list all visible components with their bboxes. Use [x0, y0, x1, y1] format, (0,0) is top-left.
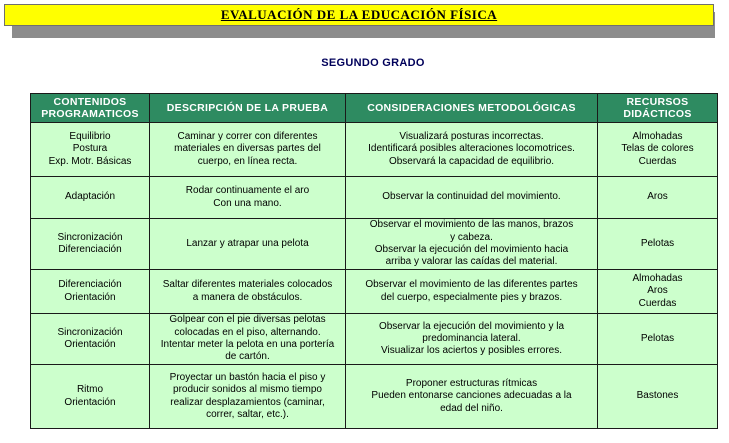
cell-line: Rodar continuamente el aro: [185, 185, 310, 197]
cell-line: Aros: [647, 285, 668, 297]
contenidos-cell: [31, 219, 150, 270]
grade-subtitle: SEGUNDO GRADO: [321, 57, 425, 69]
cell-lines: [349, 191, 594, 203]
contenidos-cell: [31, 123, 150, 177]
descripcion-cell: [150, 365, 346, 429]
cell-line: Telas de colores: [621, 143, 694, 155]
cell-line: Diferenciación: [58, 244, 122, 255]
cell-line: Orientación: [64, 339, 116, 350]
cell-line: Caminar y correr con diferentes: [177, 131, 318, 143]
contenidos-cell: [31, 270, 150, 314]
cell-line: Pelotas: [640, 332, 675, 344]
cell-line: Bastones: [636, 390, 679, 402]
cell-line: Golpear con el pie diversas pelotas: [169, 314, 326, 326]
cell-line: a manera de obstáculos.: [192, 291, 303, 303]
cell-lines: [349, 219, 594, 268]
cell-lines: [601, 238, 714, 250]
cell-lines: [349, 279, 594, 304]
cell-line: arriba y valorar las caídas del material.: [385, 256, 558, 268]
cell-lines: [34, 384, 146, 409]
cell-lines: [349, 131, 594, 168]
recursos-cell: [598, 177, 718, 219]
recursos-cell: [598, 314, 718, 365]
recursos-cell: [598, 219, 718, 270]
cell-line: cuerpo, en línea recta.: [197, 155, 298, 167]
cell-line: Aros: [647, 191, 668, 203]
cell-line: Postura: [72, 143, 108, 155]
cell-line: Almohadas: [632, 131, 683, 143]
descripcion-cell: [150, 177, 346, 219]
table-row: [31, 365, 718, 429]
recursos-cell: [598, 365, 718, 429]
cell-line: Almohadas: [632, 273, 683, 285]
cell-line: Lanzar y atrapar una pelota: [186, 237, 309, 249]
header-consideraciones: [346, 94, 598, 123]
cell-line: Orientación: [64, 396, 116, 408]
recursos-cell: [598, 123, 718, 177]
cell-line: predominancia lateral.: [422, 332, 521, 344]
cell-line: Observar la ejecución del movimiento y la: [378, 320, 565, 332]
cell-line: Intentar meter la pelota en una portería: [160, 339, 335, 350]
cell-lines: [601, 333, 714, 345]
contenidos-cell: [31, 314, 150, 365]
cell-line: Observar el movimiento de las diferentes partes: [365, 279, 578, 291]
cell-line: del cuerpo, especialmente pies y brazos.: [380, 291, 563, 303]
consideraciones-cell: [346, 314, 598, 365]
cell-line: colocadas en el piso, alternando.: [174, 326, 321, 338]
cell-line: Observar la continuidad del movimiento.: [382, 191, 561, 203]
cell-line: Observar la ejecución del movimiento hacia: [374, 244, 569, 255]
cell-line: Sincronización: [57, 231, 123, 243]
cell-line: edad del niño.: [440, 402, 503, 414]
header-line: DESCRIPCIÓN DE LA PRUEBA: [166, 102, 329, 114]
cell-lines: [349, 321, 594, 358]
table-row: [31, 123, 718, 177]
cell-lines: [153, 279, 342, 304]
cell-lines: [601, 191, 714, 203]
cell-line: Exp. Motr. Básicas: [48, 155, 132, 167]
cell-line: Saltar diferentes materiales colocados: [162, 279, 333, 291]
cell-line: Proponer estructuras rítmicas: [405, 378, 538, 390]
cell-lines: [34, 232, 146, 257]
cell-line: materiales en diversas partes del: [174, 143, 321, 155]
consideraciones-cell: [346, 270, 598, 314]
descripcion-cell: [150, 314, 346, 365]
recursos-cell: [598, 270, 718, 314]
page-title: EVALUACIÓN DE LA EDUCACIÓN FÍSICA: [220, 7, 498, 22]
consideraciones-cell: [346, 365, 598, 429]
cell-line: producir sonidos al mismo tiempo: [173, 384, 322, 396]
cell-line: Proyectar un bastón hacia el piso y: [169, 371, 326, 383]
cell-line: Visualizar los aciertos y posibles errores.: [380, 345, 562, 357]
cell-line: Sincronización: [57, 326, 123, 338]
header-line: RECURSOS: [626, 96, 689, 108]
cell-lines: [34, 131, 146, 168]
cell-line: de cartón.: [225, 351, 270, 363]
cell-line: Pueden entonarse canciones adecuadas a la: [371, 390, 572, 402]
cell-line: Visualizará posturas incorrectas.: [399, 131, 544, 143]
header-line: PROGRAMATICOS: [41, 108, 139, 120]
cell-line: correr, saltar, etc.).: [206, 408, 289, 420]
cell-lines: [34, 327, 146, 352]
header-line: CONSIDERACIONES METODOLÓGICAS: [367, 102, 576, 114]
cell-line: Diferenciación: [58, 279, 122, 291]
cell-line: Observará la capacidad de equilibrio.: [388, 155, 555, 167]
evaluation-table: [30, 93, 718, 429]
cell-lines: [153, 185, 342, 210]
cell-line: Equilibrio: [69, 131, 111, 143]
cell-line: Con una mano.: [213, 197, 282, 209]
table-row: [31, 177, 718, 219]
cell-lines: [34, 191, 146, 203]
table-body: [31, 123, 718, 429]
header-line: CONTENIDOS: [53, 96, 127, 108]
title-banner: [4, 4, 714, 26]
cell-line: Identificará posibles alteraciones locomotrices.: [368, 143, 575, 155]
table-header-row: [31, 94, 718, 123]
descripcion-cell: [150, 123, 346, 177]
cell-line: Adaptación: [64, 191, 116, 203]
cell-lines: [601, 131, 714, 168]
header-contenidos: [31, 94, 150, 123]
cell-lines: [153, 238, 342, 250]
cell-lines: [349, 378, 594, 415]
cell-line: y cabeza.: [450, 231, 493, 243]
cell-line: Observar el movimiento de las manos, brazos: [369, 219, 574, 231]
cell-line: Cuerdas: [638, 155, 677, 167]
cell-lines: [153, 131, 342, 168]
table-row: [31, 314, 718, 365]
consideraciones-cell: [346, 123, 598, 177]
cell-lines: [601, 390, 714, 402]
consideraciones-cell: [346, 219, 598, 270]
cell-line: Cuerdas: [638, 297, 677, 309]
cell-line: realizar desplazamientos (caminar,: [170, 396, 325, 408]
cell-lines: [34, 279, 146, 304]
contenidos-cell: [31, 177, 150, 219]
consideraciones-cell: [346, 177, 598, 219]
cell-line: Pelotas: [640, 237, 675, 249]
cell-line: Orientación: [64, 291, 116, 303]
descripcion-cell: [150, 219, 346, 270]
cell-lines: [153, 314, 342, 363]
cell-line: Ritmo: [76, 384, 104, 396]
table-row: [31, 219, 718, 270]
header-line: DIDÁCTICOS: [623, 108, 692, 120]
header-descripcion: [150, 94, 346, 123]
contenidos-cell: [31, 365, 150, 429]
table-row: [31, 270, 718, 314]
cell-lines: [153, 372, 342, 421]
cell-lines: [601, 273, 714, 310]
descripcion-cell: [150, 270, 346, 314]
header-recursos: [598, 94, 718, 123]
